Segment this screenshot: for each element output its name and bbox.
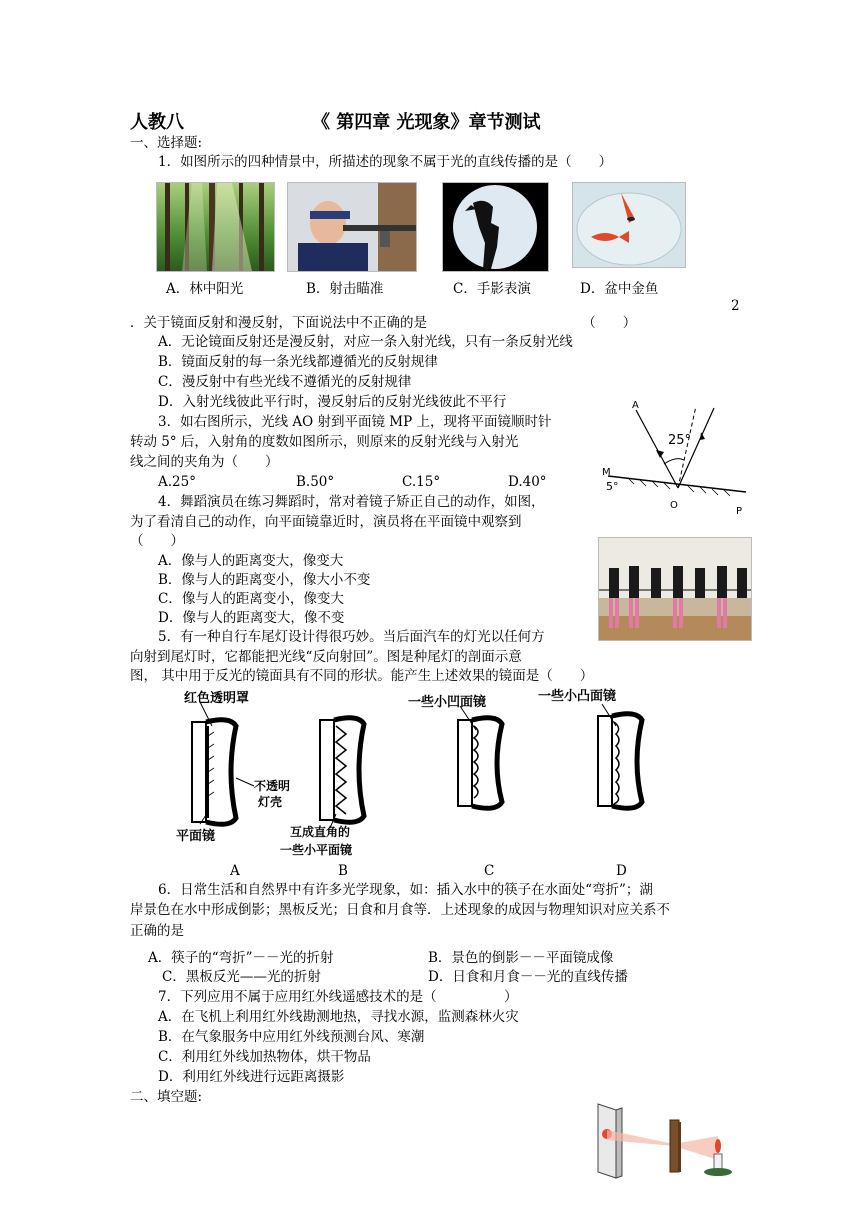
q5-option-a: A <box>230 863 240 879</box>
section-choice: 一、选择题: <box>130 135 203 151</box>
q2-stem: ．关于镜面反射和漫反射，下面说法中不正确的是 （ ） <box>130 315 637 331</box>
label-a: A <box>632 400 639 411</box>
q4-option-d: D．像与人的距离变大，像不变 <box>158 610 345 626</box>
q3-option-c: C.15° <box>402 474 441 490</box>
label-plane-mirror: 平面镜 <box>176 829 216 844</box>
q3-option-d: D.40° <box>508 474 547 490</box>
q3-option-a: A.25° <box>158 474 196 490</box>
q3-option-b: B.50° <box>296 474 335 490</box>
goldfish-bowl-photo <box>572 182 686 268</box>
q7-option-d: D．利用红外线进行远距离摄影 <box>158 1069 345 1085</box>
q2-option-d: D．入射光线彼此平行时，漫反射后的反射光线彼此不平行 <box>158 394 507 410</box>
q4-line1: 4．舞蹈演员在练习舞蹈时，常对着镜子矫正自己的动作，如图， <box>158 494 545 510</box>
label-concave: 一些小凹面镜 <box>408 695 487 710</box>
tail-light-diagrams <box>170 686 670 862</box>
q4-option-a: A．像与人的距离变大，像变大 <box>158 553 344 569</box>
q4-option-b: B．像与人的距离变小，像大小不变 <box>158 572 371 588</box>
q6-line1: 6．日常生活和自然界中有许多光学现象，如：插入水中的筷子在水面处“弯折”；湖 <box>158 882 653 898</box>
label-m: M <box>602 467 611 478</box>
mirror-reflection-diagram <box>598 396 758 518</box>
pinhole-imaging-illustration <box>592 1100 742 1180</box>
q1-option-c: C．手影表演 <box>453 281 531 297</box>
label-opaque-2: 灯壳 <box>258 795 283 809</box>
q7-option-b: B．在气象服务中应用红外线预测台风、寒潮 <box>158 1029 425 1045</box>
q4-option-c: C．像与人的距离变小，像变大 <box>158 591 344 607</box>
q5-line2: 向射到尾灯时，它都能把光线“反向射回”。图是种尾灯的剖面示意 <box>130 649 522 665</box>
label-right-angle-2: 一些小平面镜 <box>280 843 353 857</box>
q1-option-a: A．林中阳光 <box>166 281 244 297</box>
label-o: O <box>670 500 678 511</box>
q6-line3: 正确的是 <box>130 923 184 939</box>
tail-light-b <box>320 718 364 828</box>
dance-mirror-photo <box>598 537 752 641</box>
publisher-label: 人教八 <box>130 112 184 133</box>
page-number: 2 <box>731 298 740 314</box>
q2-option-b: B．镜面反射的每一条光线都遵循光的反射规律 <box>158 354 438 370</box>
forest-sunlight-photo <box>156 182 275 272</box>
q5-option-c: C <box>484 863 495 879</box>
q7-option-c: C．利用红外线加热物体，烘干物品 <box>158 1049 371 1065</box>
page-title: 《 第四章 光现象》章节测试 <box>312 112 541 133</box>
q3-line1: 3．如右图所示，光线 AO 射到平面镜 MP 上，现将平面镜顺时针 <box>158 414 552 430</box>
tail-light-a <box>192 702 254 824</box>
q5-line3: 图， 其中用于反光的镜面具有不同的形状。能产生上述效果的镜面是（ ） <box>130 668 594 684</box>
reflected-ray <box>678 408 714 488</box>
label-small-angle: 5° <box>606 480 619 493</box>
q5-line1: 5．有一种自行车尾灯设计得很巧妙。当后面汽车的灯光以任何方 <box>158 629 545 645</box>
label-right-angle-1: 互成直角的 <box>290 825 351 839</box>
label-convex: 一些小凸面镜 <box>538 689 617 704</box>
q4-line2: 为了看清自己的动作，向平面镜靠近时，演员将在平面镜中观察到 <box>130 514 522 530</box>
q7-stem: 7．下列应用不属于应用红外线遥感技术的是（ ） <box>158 989 518 1005</box>
q4-line3: （ ） <box>130 533 184 549</box>
incident-ray <box>636 410 678 488</box>
shooting-aim-photo <box>287 182 417 272</box>
q5-option-d: D <box>616 863 627 879</box>
q7-option-a: A．在飞机上利用红外线勘测地热，寻找水源，监测森林火灾 <box>158 1009 519 1025</box>
q1-option-d: D．盆中金鱼 <box>580 281 659 297</box>
q1-option-b: B．射击瞄准 <box>306 281 384 297</box>
q3-line3: 线之间的夹角为（ ） <box>130 454 279 470</box>
tail-light-c <box>458 706 502 808</box>
label-red-cover: 红色透明罩 <box>184 691 250 706</box>
q6-option-c: C．黑板反光——光的折射 <box>162 969 321 985</box>
label-angle: 25° <box>668 433 692 448</box>
q5-option-b: B <box>338 863 348 879</box>
hand-shadow-photo <box>442 182 549 272</box>
label-opaque-1: 不透明 <box>254 779 291 793</box>
section-fill: 二、填空题: <box>130 1089 203 1105</box>
q2-option-c: C．漫反射中有些光线不遵循光的反射规律 <box>158 374 412 390</box>
q3-line2: 转动 5° 后，入射角的度数如图所示，则原来的反射光线与入射光 <box>130 434 519 450</box>
q6-option-b: B．景色的倒影－－平面镜成像 <box>428 950 614 966</box>
q2-option-a: A．无论镜面反射还是漫反射，对应一条入射光线，只有一条反射光线 <box>158 334 573 350</box>
tail-light-d <box>598 704 642 808</box>
label-p: P <box>736 506 743 517</box>
q6-option-d: D．日食和月食－－光的直线传播 <box>428 969 628 985</box>
q6-option-a: A．筷子的“弯折”－－光的折射 <box>148 950 334 966</box>
q6-line2: 岸景色在水中形成倒影；黑板反光；日食和月食等．上述现象的成因与物理知识对应关系不 <box>130 902 670 918</box>
q1-stem: 1．如图所示的四种情景中，所描述的现象不属于光的直线传播的是（ ） <box>158 154 613 170</box>
